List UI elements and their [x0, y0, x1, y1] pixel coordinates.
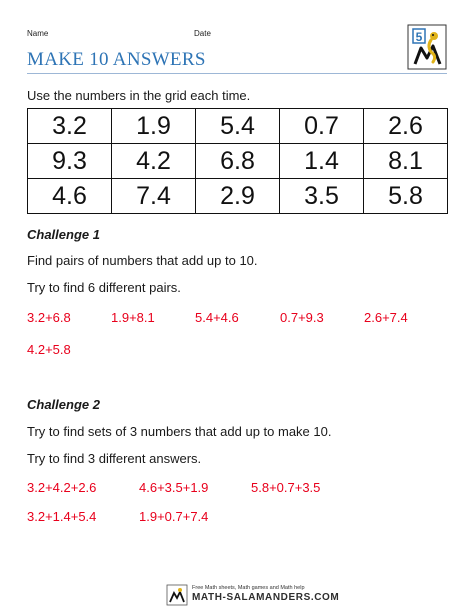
challenge2-answer: 4.6+3.5+1.9 [139, 480, 209, 495]
challenge2-answer: 1.9+0.7+7.4 [139, 509, 209, 524]
page-title: MAKE 10 ANSWERS [27, 49, 206, 70]
grid-cell: 6.8 [196, 144, 280, 179]
grid-cell: 1.9 [112, 109, 196, 144]
grid-row [28, 144, 448, 179]
logo-number: 5 [415, 30, 423, 44]
challenge1-answer: 1.9+8.1 [111, 310, 155, 325]
grid-row [28, 109, 448, 144]
number-grid [27, 108, 448, 214]
challenge1-answer: 0.7+9.3 [280, 310, 324, 325]
grid-cell: 3.2 [28, 109, 112, 144]
challenge2-answer: 3.2+1.4+5.4 [27, 509, 97, 524]
salamander-logo-icon [407, 24, 447, 70]
grid-cell: 9.3 [28, 144, 112, 179]
instructions-text: Use the numbers in the grid each time. [27, 88, 251, 103]
grid-cell: 4.2 [112, 144, 196, 179]
challenge2-heading: Challenge 2 [27, 397, 100, 412]
challenge1-answer: 2.6+7.4 [364, 310, 408, 325]
grid-cell: 5.4 [196, 109, 280, 144]
grid-cell: 1.4 [280, 144, 364, 179]
challenge1-line1: Find pairs of numbers that add up to 10. [27, 253, 258, 268]
grid-cell: 2.9 [196, 179, 280, 214]
grid-cell: 2.6 [364, 109, 448, 144]
footer-logo-icon [166, 584, 188, 606]
challenge2-line2: Try to find 3 different answers. [27, 451, 202, 466]
challenge2-line1: Try to find sets of 3 numbers that add up to make 10. [27, 424, 332, 439]
challenge1-answer: 3.2+6.8 [27, 310, 71, 325]
grid-cell: 8.1 [364, 144, 448, 179]
date-label: Date [194, 29, 211, 38]
grid-cell: 7.4 [112, 179, 196, 214]
grid-cell: 3.5 [280, 179, 364, 214]
grid-cell: 5.8 [364, 179, 448, 214]
challenge2-answer: 3.2+4.2+2.6 [27, 480, 97, 495]
challenge1-answer: 5.4+4.6 [195, 310, 239, 325]
challenge1-line2: Try to find 6 different pairs. [27, 280, 181, 295]
footer-site-link[interactable]: MATH-SALAMANDERS.COM [192, 592, 340, 603]
challenge2-answer: 5.8+0.7+3.5 [251, 480, 321, 495]
title-divider [27, 73, 447, 74]
challenge1-heading: Challenge 1 [27, 227, 100, 242]
grid-cell: 4.6 [28, 179, 112, 214]
grid-row [28, 179, 448, 214]
grid-cell: 0.7 [280, 109, 364, 144]
name-label: Name [27, 29, 49, 38]
challenge1-answer: 4.2+5.8 [27, 342, 71, 357]
footer-tagline: Free Math sheets, Math games and Math help [192, 585, 305, 591]
